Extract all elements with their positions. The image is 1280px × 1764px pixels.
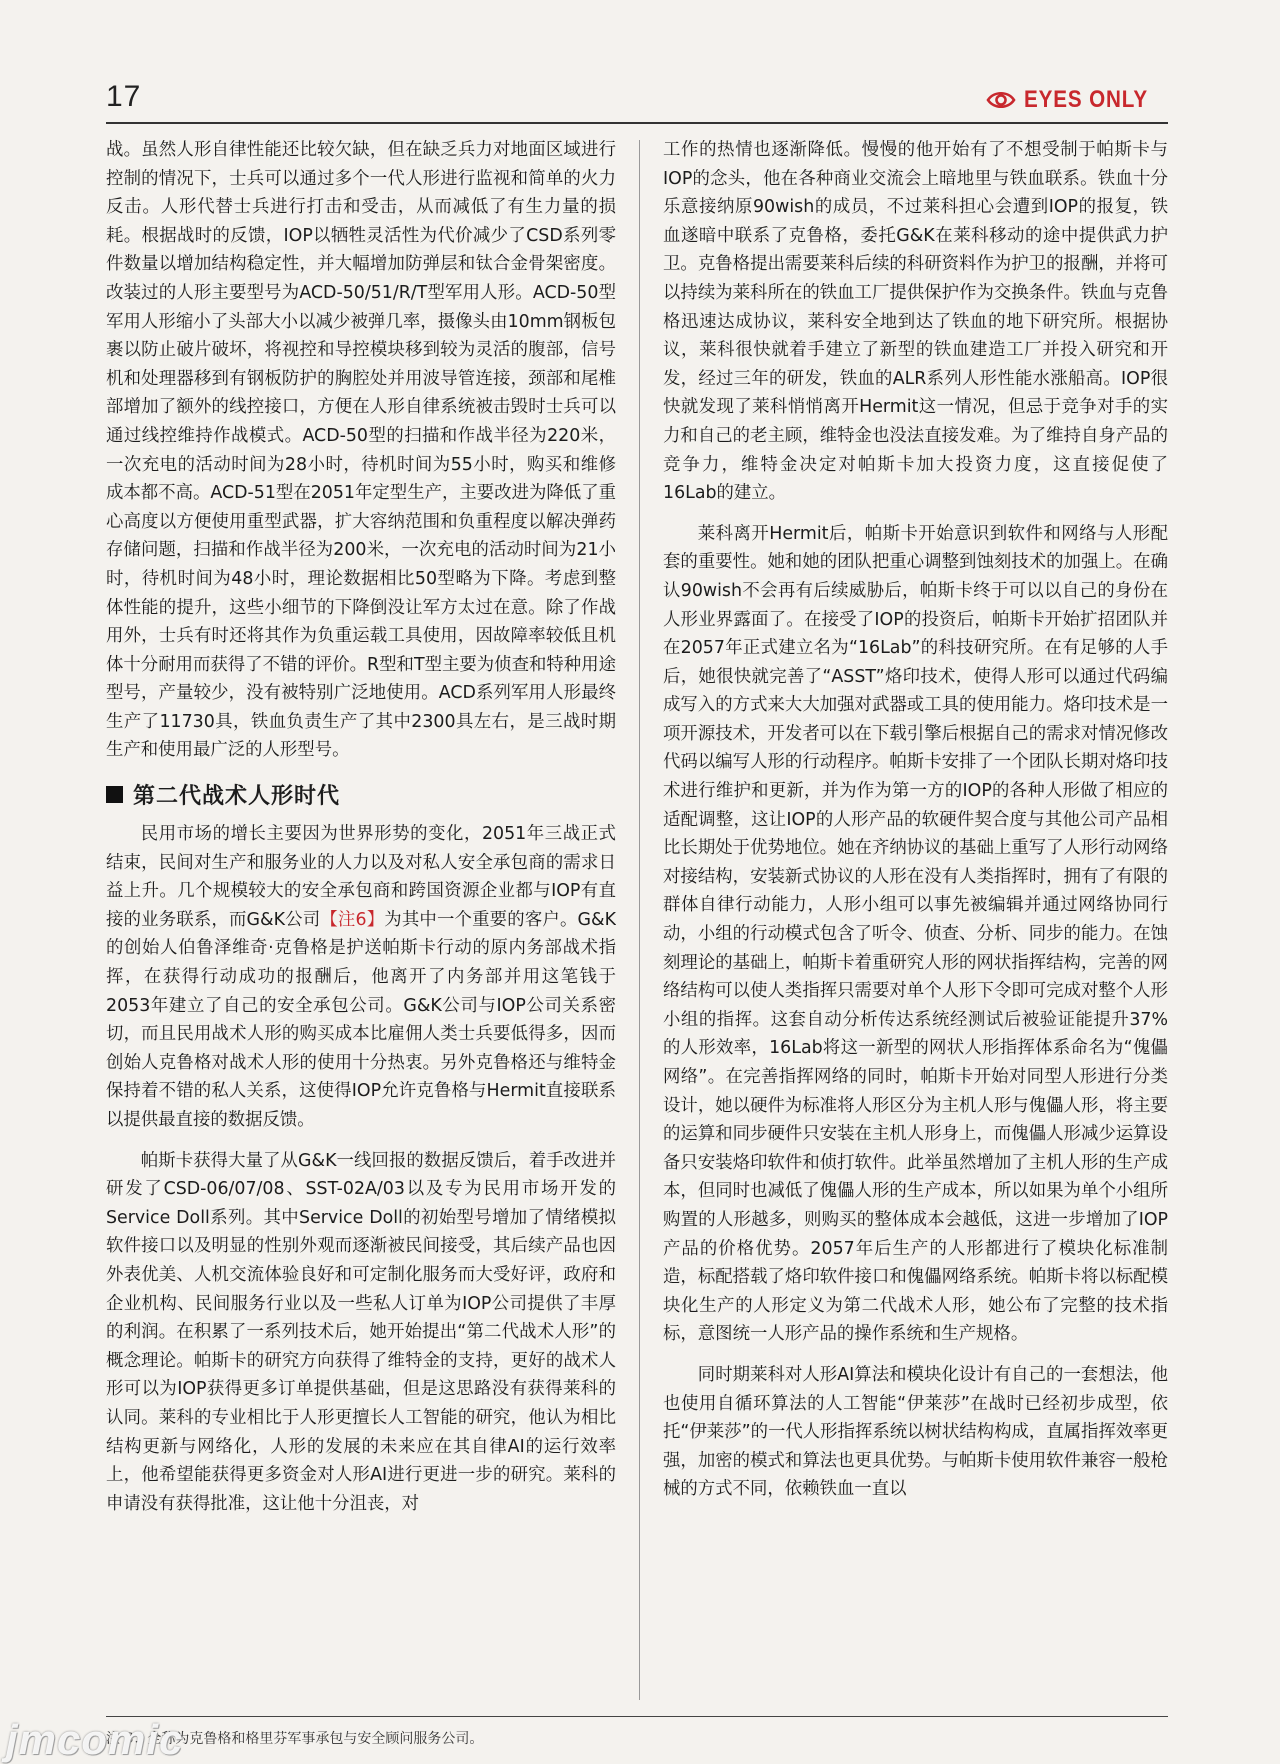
- right-paragraph-3: 同时期莱科对人形AI算法和模块化设计有自己的一套想法，他也使用自循环算法的人工智能“伊莱莎”在战时已经初步成型，依托“伊莱莎”的一代人形指挥系统以树状结构构成，直属指挥效率更强，加密的模式和算法也更具优势。与帕斯卡使用软件兼容一般枪械的方式不同，依赖铁血一直以: [663, 1364, 1168, 1500]
- right-column: [663, 136, 1168, 1696]
- left-paragraph-3: 帕斯卡获得大量了从G&K一线回报的数据反馈后，着手改进并研发了CSD-06/07/08、SST-02A/03以及专为民用市场开发的Service Doll系列。其中Service Doll的初始型号增加了情绪模拟软件接口以及明显的性别外观而逐渐被民间接受，其后续产品也因外表优美、人机交流体验良好和可定制化服务而大受好评，政府和企业机构、民间服务行业以及一些私人订单为IOP公司提供了丰厚的利润。在积累了一系列技术后，她开始提出“第二代战术人形”的概念理论。帕斯卡的研究方向获得了维特金的支持，更好的战术人形可以为IOP获得更多订单提供基础，但是这思路没有获得莱科的认同。莱科的专业相比于人形更擅长人工智能的研究，他认为相比结构更新与网络化，人形的发展的未来应在其自律AI的运行效率上，他希望能获得更多资金对人形AI进行更进一步的研究。莱科的申请没有获得批准，这让他十分沮丧，对: [106, 1150, 616, 1514]
- article-body: [106, 136, 1168, 1696]
- paragraph-2-text-b: 为其中一个重要的客户。G&K的创始人伯鲁泽维奇·克鲁格是护送帕斯卡行动的原内务部战术指挥，在获得行动成功的报酬后，他离开了内务部并用这笔钱于2053年建立了自己的安全承包公司。G&K公司与IOP公司关系密切，而且民用战术人形的购买成本比雇佣人类士兵要低得多，因而创始人克鲁格对战术人形的使用十分热衷。另外克鲁格还与维特金保持着不错的私人关系，这使得IOP允许克鲁格与Hermit直接联系以提供最直接的数据反馈。: [106, 909, 616, 1130]
- right-paragraph-1: 工作的热情也逐渐降低。慢慢的他开始有了不想受制于帕斯卡与IOP的念头，他在各种商业交流会上暗地里与铁血联系。铁血十分乐意接纳原90wish的成员，不过莱科担心会遭到IOP的报复，铁血遂暗中联系了克鲁格，委托G&K在莱科移动的途中提供武力护卫。克鲁格提出需要莱科后续的科研资料作为护卫的报酬，并将可以持续为莱科所在的铁血工厂提供保护作为交换条件。铁血与克鲁格迅速达成协议，莱科安全地到达了铁血的地下研究所。根据协议，莱科很快就着手建立了新型的铁血建造工厂并投入研究和开发，经过三年的研发，铁血的ALR系列人形性能水涨船高。IOP很快就发现了莱科悄悄离开Hermit这一情况，但忌于竞争对手的实力和自己的老主顾，维特金也没法直接发难。为了维持自身产品的竞争力，维特金决定对帕斯卡加大投资力度，这直接促使了16Lab的建立。: [663, 140, 1168, 504]
- eyes-only-badge: [986, 86, 1168, 114]
- footnote-rule: [106, 1716, 1168, 1717]
- left-paragraph-2: [106, 820, 616, 1135]
- eyes-only-label: EYES ONLY: [1023, 86, 1148, 113]
- footnote-reference[interactable]: 【注6】: [320, 909, 385, 930]
- left-column: [106, 136, 616, 1696]
- header-rule: [106, 122, 1168, 124]
- heading-square-icon: [106, 786, 123, 803]
- paragraph-2-text-a: 民用市场的增长主要因为世界形势的变化，2051年三战正式结束，民间对生产和服务业的人力以及对私人安全承包商的需求日益上升。几个规模较大的安全承包商和跨国资源企业都与IOP有直接的业务联系，而G&K公司: [106, 824, 616, 930]
- section-title: 第二代战术人形时代: [133, 784, 341, 810]
- eye-icon: [986, 89, 1016, 111]
- page-number: 17: [106, 80, 142, 113]
- left-paragraph-1: 战。虽然人形自律性能还比较欠缺，但在缺乏兵力对地面区域进行控制的情况下，士兵可以通过多个一代人形进行监视和简单的火力反击。人形代替士兵进行打击和受击，从而减低了有生力量的损耗。根据战时的反馈，IOP以牺牲灵活性为代价减少了CSD系列零件数量以增加结构稳定性，并大幅增加防弹层和钛合金骨架密度。改装过的人形主要型号为ACD-50/51/R/T型军用人形。ACD-50型军用人形缩小了头部大小以减少被弹几率，摄像头由10mm钢板包裹以防止破片破坏，将视控和导控模块移到较为灵活的腹部，信号机和处理器移到有钢板防护的胸腔处并用波导管连接，颈部和尾椎部增加了额外的线控接口，方便在人形自律系统被击毁时士兵可以通过线控维持作战模式。ACD-50型的扫描和作战半径为220米，一次充电的活动时间为28小时，待机时间为55小时，购买和维修成本都不高。ACD-51型在2051年定型生产，主要改进为降低了重心高度以方便使用重型武器，扩大容纳范围和负重程度以解决弹药存储问题，扫描和作战半径为200米，一次充电的活动时间为21小时，待机时间为48小时，理论数据相比50型略为下降。考虑到整体性能的提升，这些小细节的下降倒没让军方太过在意。除了作战用外，士兵有时还将其作为负重运载工具使用，因故障率较低且机体十分耐用而获得了不错的评价。R型和T型主要为侦查和特种用途型号，产量较少，没有被特别广泛地使用。ACD系列军用人形最终生产了11730具，铁血负责生产了其中2300具左右，是三战时期生产和使用最广泛的人形型号。: [106, 140, 616, 761]
- right-paragraph-2: 莱科离开Hermit后，帕斯卡开始意识到软件和网络与人形配套的重要性。她和她的团队把重心调整到蚀刻技术的加强上。在确认90wish不会再有后续威胁后，帕斯卡终于可以以自己的身份在人形业界露面了。在接受了IOP的投资后，帕斯卡开始扩招团队并在2057年正式建立名为“16Lab”的科技研究所。在有足够的人手后，她很快就完善了“ASST”烙印技术，使得人形可以通过代码编成写入的方式来大大加强对武器或工具的使用能力。烙印技术是一项开源技术，开发者可以在下载引擎后根据自己的需求对情况修改代码以编写人形的行动程序。帕斯卡安排了一个团队长期对烙印技术进行维护和更新，并为作为第一方的IOP的各种人形做了相应的适配调整，这让IOP的人形产品的软硬件契合度与其他公司产品相比长期处于优势地位。她在齐纳协议的基础上重写了人形行动网络对接结构，安装新式协议的人形在没有人类指挥时，拥有了有限的群体自律行动能力，人形小组可以事先被编辑并通过网络协同行动，小组的行动模式包含了听令、侦查、分析、同步的能力。在蚀刻理论的基础上，帕斯卡着重研究人形的网状指挥结构，完善的网络结构可以使人类指挥只需要对单个人形下令即可完成对整个人形小组的指挥。这套自动分析传达系统经测试后被验证能提升37%的人形效率，16Lab将这一新型的网状人形指挥体系命名为“傀儡网络”。在完善指挥网络的同时，帕斯卡开始对同型人形进行分类设计，她以硬件为标准将人形区分为主机人形与傀儡人形，将主要的运算和同步硬件只安装在主机人形身上，而傀儡人形减少运算设备只安装烙印软件和侦打软件。此举虽然增加了主机人形的生产成本，但同时也减低了傀儡人形的生产成本，所以如果为单个小组所购置的人形越多，则购买的整体成本会越低，这进一步增加了IOP产品的价格优势。2057年后生产的人形都进行了模块化标准制造，标配搭载了烙印软件接口和傀儡网络系统。帕斯卡将以标配模块化生产的人形定义为第二代战术人形，她公布了完整的技术指标，意图统一人形产品的操作系统和生产规格。: [663, 523, 1168, 1345]
- watermark-logo: jmcomic: [6, 1716, 184, 1763]
- section-heading: [106, 779, 616, 810]
- footnote: 注 6：全称为克鲁格和格里芬军事承包与安全顾问服务公司。: [106, 1731, 484, 1747]
